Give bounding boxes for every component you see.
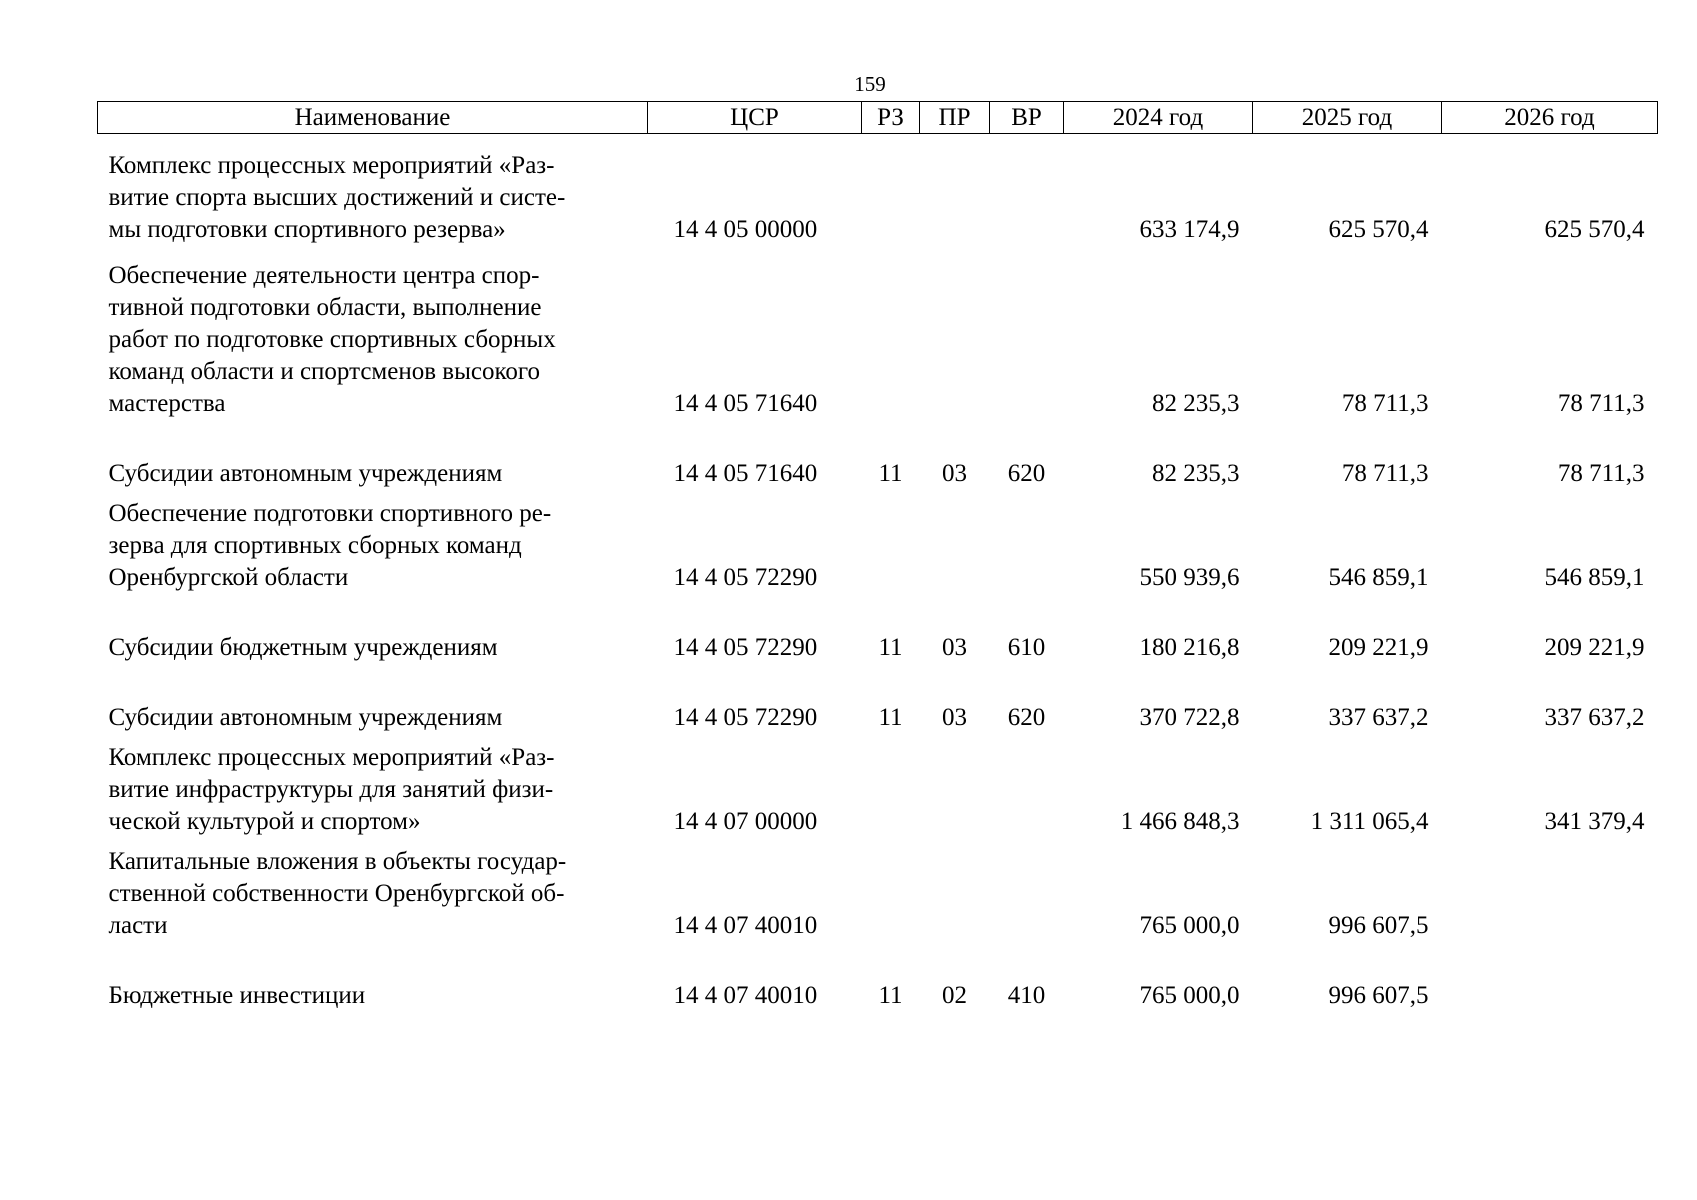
- row-rz: 11: [878, 703, 903, 731]
- row-value-2026: 546 859,1: [1544, 563, 1645, 591]
- row-name: [98, 664, 648, 734]
- row-value-2025: 209 221,9: [1328, 633, 1429, 661]
- row-value-2024: 82 235,3: [1152, 389, 1240, 417]
- row-vr: [990, 734, 1064, 838]
- row-vr: [990, 490, 1064, 594]
- row-name: [98, 134, 648, 246]
- header-row: [98, 102, 1658, 134]
- row-csr: 14 4 05 71640: [673, 389, 818, 417]
- row-value-2026: 78 711,3: [1557, 389, 1645, 417]
- row-csr: 14 4 07 00000: [673, 807, 818, 835]
- row-value-2026: 625 570,4: [1544, 215, 1645, 243]
- row-name-line: мы подготовки спортивного резерва»: [108, 215, 506, 243]
- row-name: [98, 420, 648, 490]
- row-rz: [862, 490, 920, 594]
- table-row: [98, 246, 1658, 420]
- row-value-2024: 82 235,3: [1152, 459, 1240, 487]
- row-rz: 11: [878, 633, 903, 661]
- table-row: [98, 838, 1658, 942]
- row-rz: [862, 246, 920, 420]
- row-vr: 610: [1007, 633, 1046, 661]
- row-name-line: ласти: [108, 911, 168, 939]
- row-value-2026: [1442, 942, 1658, 1012]
- header-name: Наименование: [98, 102, 648, 134]
- row-csr: 14 4 07 40010: [673, 911, 818, 939]
- header-2025: 2025 год: [1253, 102, 1442, 134]
- table-body: [98, 134, 1658, 1012]
- row-value-2025: 337 637,2: [1328, 703, 1429, 731]
- row-value-2025: 546 859,1: [1328, 563, 1429, 591]
- table-row: [98, 664, 1658, 734]
- row-vr: [990, 246, 1064, 420]
- row-name-line: команд области и спортсменов высокого: [108, 357, 540, 385]
- row-name-text: [109, 632, 638, 664]
- row-rz: [862, 734, 920, 838]
- row-name-line: Капитальные вложения в объекты государ-: [108, 847, 567, 875]
- row-value-2026: 209 221,9: [1544, 633, 1645, 661]
- row-rz: 11: [878, 459, 903, 487]
- row-csr: 14 4 05 72290: [673, 703, 818, 731]
- row-value-2025: 78 711,3: [1341, 459, 1429, 487]
- table-row: [98, 734, 1658, 838]
- row-pr: [920, 134, 990, 246]
- row-csr: 14 4 05 72290: [673, 633, 818, 661]
- row-name-line: Бюджетные инвестиции: [108, 981, 366, 1009]
- row-name-line: тивной подготовки области, выполнение: [108, 293, 542, 321]
- row-name-line: Субсидии автономным учреждениям: [108, 703, 503, 731]
- row-name: [98, 490, 648, 594]
- row-value-2024: 765 000,0: [1139, 911, 1240, 939]
- row-name-line: витие инфраструктуры для занятий физи-: [108, 775, 554, 803]
- row-name-line: Комплекс процессных мероприятий «Раз-: [108, 743, 555, 771]
- row-vr: 620: [1007, 703, 1046, 731]
- row-csr: 14 4 07 40010: [673, 981, 818, 1009]
- row-value-2026: 78 711,3: [1557, 459, 1645, 487]
- row-name-text: [109, 498, 638, 594]
- row-value-2026: [1442, 838, 1658, 942]
- row-name-line: Комплекс процессных мероприятий «Раз-: [108, 151, 555, 179]
- row-name-line: ственной собственности Оренбургской об-: [108, 879, 565, 907]
- row-pr: [920, 246, 990, 420]
- row-pr: [920, 490, 990, 594]
- row-name: [98, 838, 648, 942]
- row-rz: 11: [878, 981, 903, 1009]
- table-row: [98, 594, 1658, 664]
- row-pr: 03: [942, 459, 967, 487]
- row-value-2024: 370 722,8: [1139, 703, 1240, 731]
- budget-table: [97, 101, 1658, 1012]
- page-number: 159: [854, 72, 886, 96]
- table-row: [98, 420, 1658, 490]
- row-value-2024: 1 466 848,3: [1120, 807, 1240, 835]
- header-rz: РЗ: [862, 102, 920, 134]
- table-header: [98, 102, 1658, 134]
- row-pr: [920, 734, 990, 838]
- row-name-text: [109, 742, 638, 838]
- row-name-line: витие спорта высших достижений и систе-: [108, 183, 566, 211]
- row-pr: 02: [942, 981, 967, 1009]
- row-name-line: мастерства: [108, 389, 226, 417]
- row-name-line: ческой культурой и спортом»: [108, 807, 421, 835]
- row-value-2024: 765 000,0: [1139, 981, 1240, 1009]
- row-name-text: [109, 980, 638, 1012]
- row-pr: [920, 838, 990, 942]
- row-value-2025: 1 311 065,4: [1310, 807, 1429, 835]
- row-name: [98, 942, 648, 1012]
- row-name-text: [109, 702, 638, 734]
- row-vr: [990, 838, 1064, 942]
- row-value-2025: 996 607,5: [1328, 911, 1429, 939]
- header-csr: ЦСР: [648, 102, 862, 134]
- row-value-2026: 341 379,4: [1544, 807, 1645, 835]
- table-row: [98, 490, 1658, 594]
- row-vr: [990, 134, 1064, 246]
- row-csr: 14 4 05 72290: [673, 563, 818, 591]
- row-value-2025: 996 607,5: [1328, 981, 1429, 1009]
- header-2024: 2024 год: [1064, 102, 1253, 134]
- header-2026: 2026 год: [1442, 102, 1658, 134]
- row-name-line: Субсидии бюджетным учреждениям: [108, 633, 498, 661]
- row-name: [98, 594, 648, 664]
- header-pr: ПР: [920, 102, 990, 134]
- row-name-text: [109, 150, 638, 246]
- row-pr: 03: [942, 633, 967, 661]
- row-rz: [862, 134, 920, 246]
- row-vr: 620: [1007, 459, 1046, 487]
- row-csr: 14 4 05 71640: [673, 459, 818, 487]
- row-name-text: [109, 260, 638, 420]
- row-name-text: [109, 458, 638, 490]
- row-name-line: Обеспечение деятельности центра спор-: [108, 261, 540, 289]
- row-name-text: [109, 846, 638, 942]
- row-name-line: зерва для спортивных сборных команд: [108, 531, 522, 559]
- row-value-2026: 337 637,2: [1544, 703, 1645, 731]
- row-value-2025: 78 711,3: [1341, 389, 1429, 417]
- row-name-line: Оренбургской области: [108, 563, 349, 591]
- row-csr: 14 4 05 00000: [673, 215, 818, 243]
- row-name-line: работ по подготовке спортивных сборных: [108, 325, 556, 353]
- row-name: [98, 734, 648, 838]
- row-name-line: Обеспечение подготовки спортивного ре-: [108, 499, 552, 527]
- row-vr: 410: [1007, 981, 1046, 1009]
- row-name: [98, 246, 648, 420]
- table-row: [98, 134, 1658, 246]
- budget-table-container: [97, 101, 1657, 1012]
- row-pr: 03: [942, 703, 967, 731]
- header-vr: ВР: [990, 102, 1064, 134]
- row-value-2024: 180 216,8: [1139, 633, 1240, 661]
- row-value-2024: 550 939,6: [1139, 563, 1240, 591]
- row-value-2024: 633 174,9: [1139, 215, 1240, 243]
- row-value-2025: 625 570,4: [1328, 215, 1429, 243]
- row-rz: [862, 838, 920, 942]
- table-row: [98, 942, 1658, 1012]
- row-name-line: Субсидии автономным учреждениям: [108, 459, 503, 487]
